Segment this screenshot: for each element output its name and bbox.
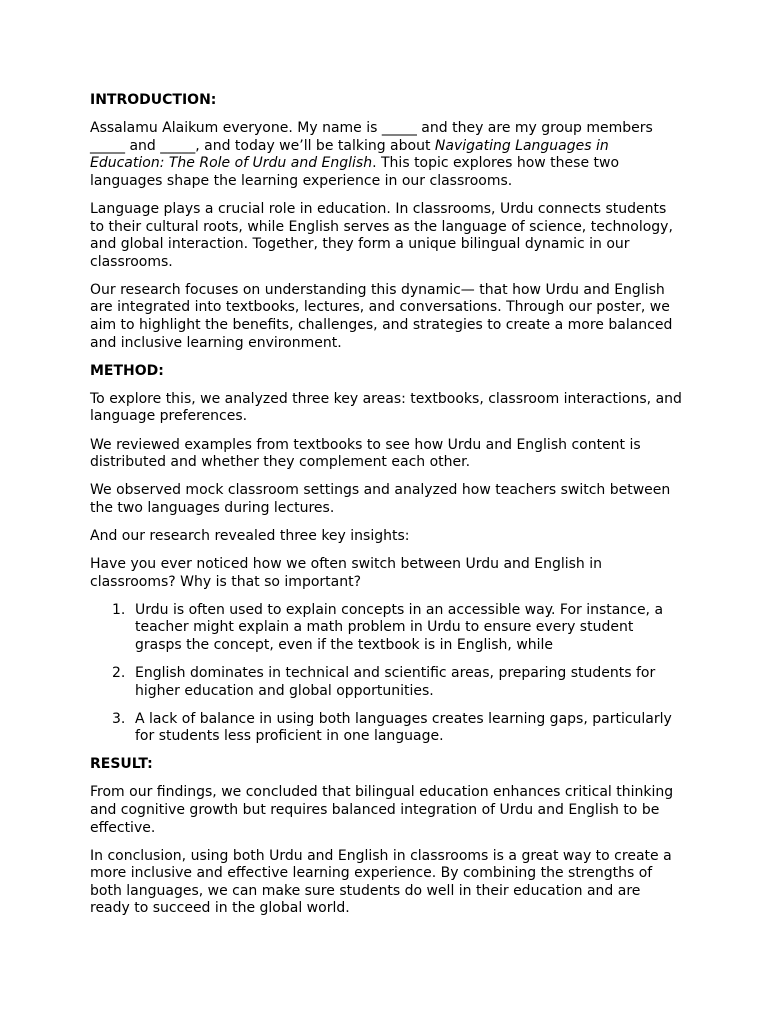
list-item — [90, 602, 682, 655]
method-heading: METHOD: — [90, 362, 164, 379]
list-item-number: 3. — [112, 710, 126, 727]
list-item — [90, 711, 682, 746]
method-paragraph-1: To explore this, we analyzed three key areas: textbooks, classroom interactions, and language preferences. — [90, 390, 682, 425]
list-item — [90, 665, 682, 700]
result-heading: RESULT: — [90, 756, 153, 773]
result-paragraph-2: In conclusion, using both Urdu and English in classrooms is a great way to create a more inclusive and effective learning experience. By combining the strengths of both languages, we can make sure students do well in their education and are ready to succeed in the global world. — [90, 847, 672, 917]
introduction-text-before-title: Assalamu Alaikum everyone. My name is _____ and they are my group members _____ and _____, and today we’ll be talking about — [90, 120, 653, 154]
list-item-number: 1. — [112, 601, 126, 618]
topic-title: Navigating Languages in Education: The Role of Urdu and English — [90, 137, 609, 172]
method-paragraph-5: Have you ever noticed how we often switch between Urdu and English in classrooms? Why is that so important? — [90, 555, 602, 590]
introduction-heading: INTRODUCTION: — [90, 92, 217, 108]
method-paragraph-2: We reviewed examples from textbooks to see how Urdu and English content is distributed and whether they complement each other. — [90, 436, 641, 471]
introduction-paragraph-3: Our research focuses on understanding this dynamic— that how Urdu and English are integrated into textbooks, lectures, and conversations. Through our poster, we aim to highlight the benefits, challenges, and strategies to create a more balanced and inclusive learning environment. — [90, 281, 673, 351]
introduction-paragraph-2: Language plays a crucial role in education. In classrooms, Urdu connects students to their cultural roots, while English serves as the language of science, technology, and global interaction. Together, they form a unique bilingual dynamic in our classrooms. — [90, 200, 673, 270]
method-paragraph-3: We observed mock classroom settings and analyzed how teachers switch between the two languages during lectures. — [90, 482, 671, 516]
introduction-paragraph-1 — [90, 120, 682, 190]
method-paragraph-4: And our research revealed three key insights: — [90, 527, 410, 544]
result-paragraph-1: From our findings, we concluded that bilingual education enhances critical thinking and cognitive growth but requires balanced integration of Urdu and English to be effective. — [90, 784, 674, 836]
list-item-text: A lack of balance in using both languages creates learning gaps, particularly for students less proficient in one language. — [135, 710, 672, 745]
introduction-text-after-title: . This topic explores how these two languages shape the learning experience in our classrooms. — [90, 155, 620, 189]
list-item-text: Urdu is often used to explain concepts in an accessible way. For instance, a teacher might explain a math problem in Urdu to ensure every student grasps the concept, even if the textbook is in English, while — [135, 601, 664, 653]
document-page — [90, 92, 682, 929]
list-item-text: English dominates in technical and scientific areas, preparing students for higher education and global opportunities. — [135, 664, 656, 699]
insights-list — [90, 602, 682, 746]
list-item-number: 2. — [112, 664, 126, 681]
